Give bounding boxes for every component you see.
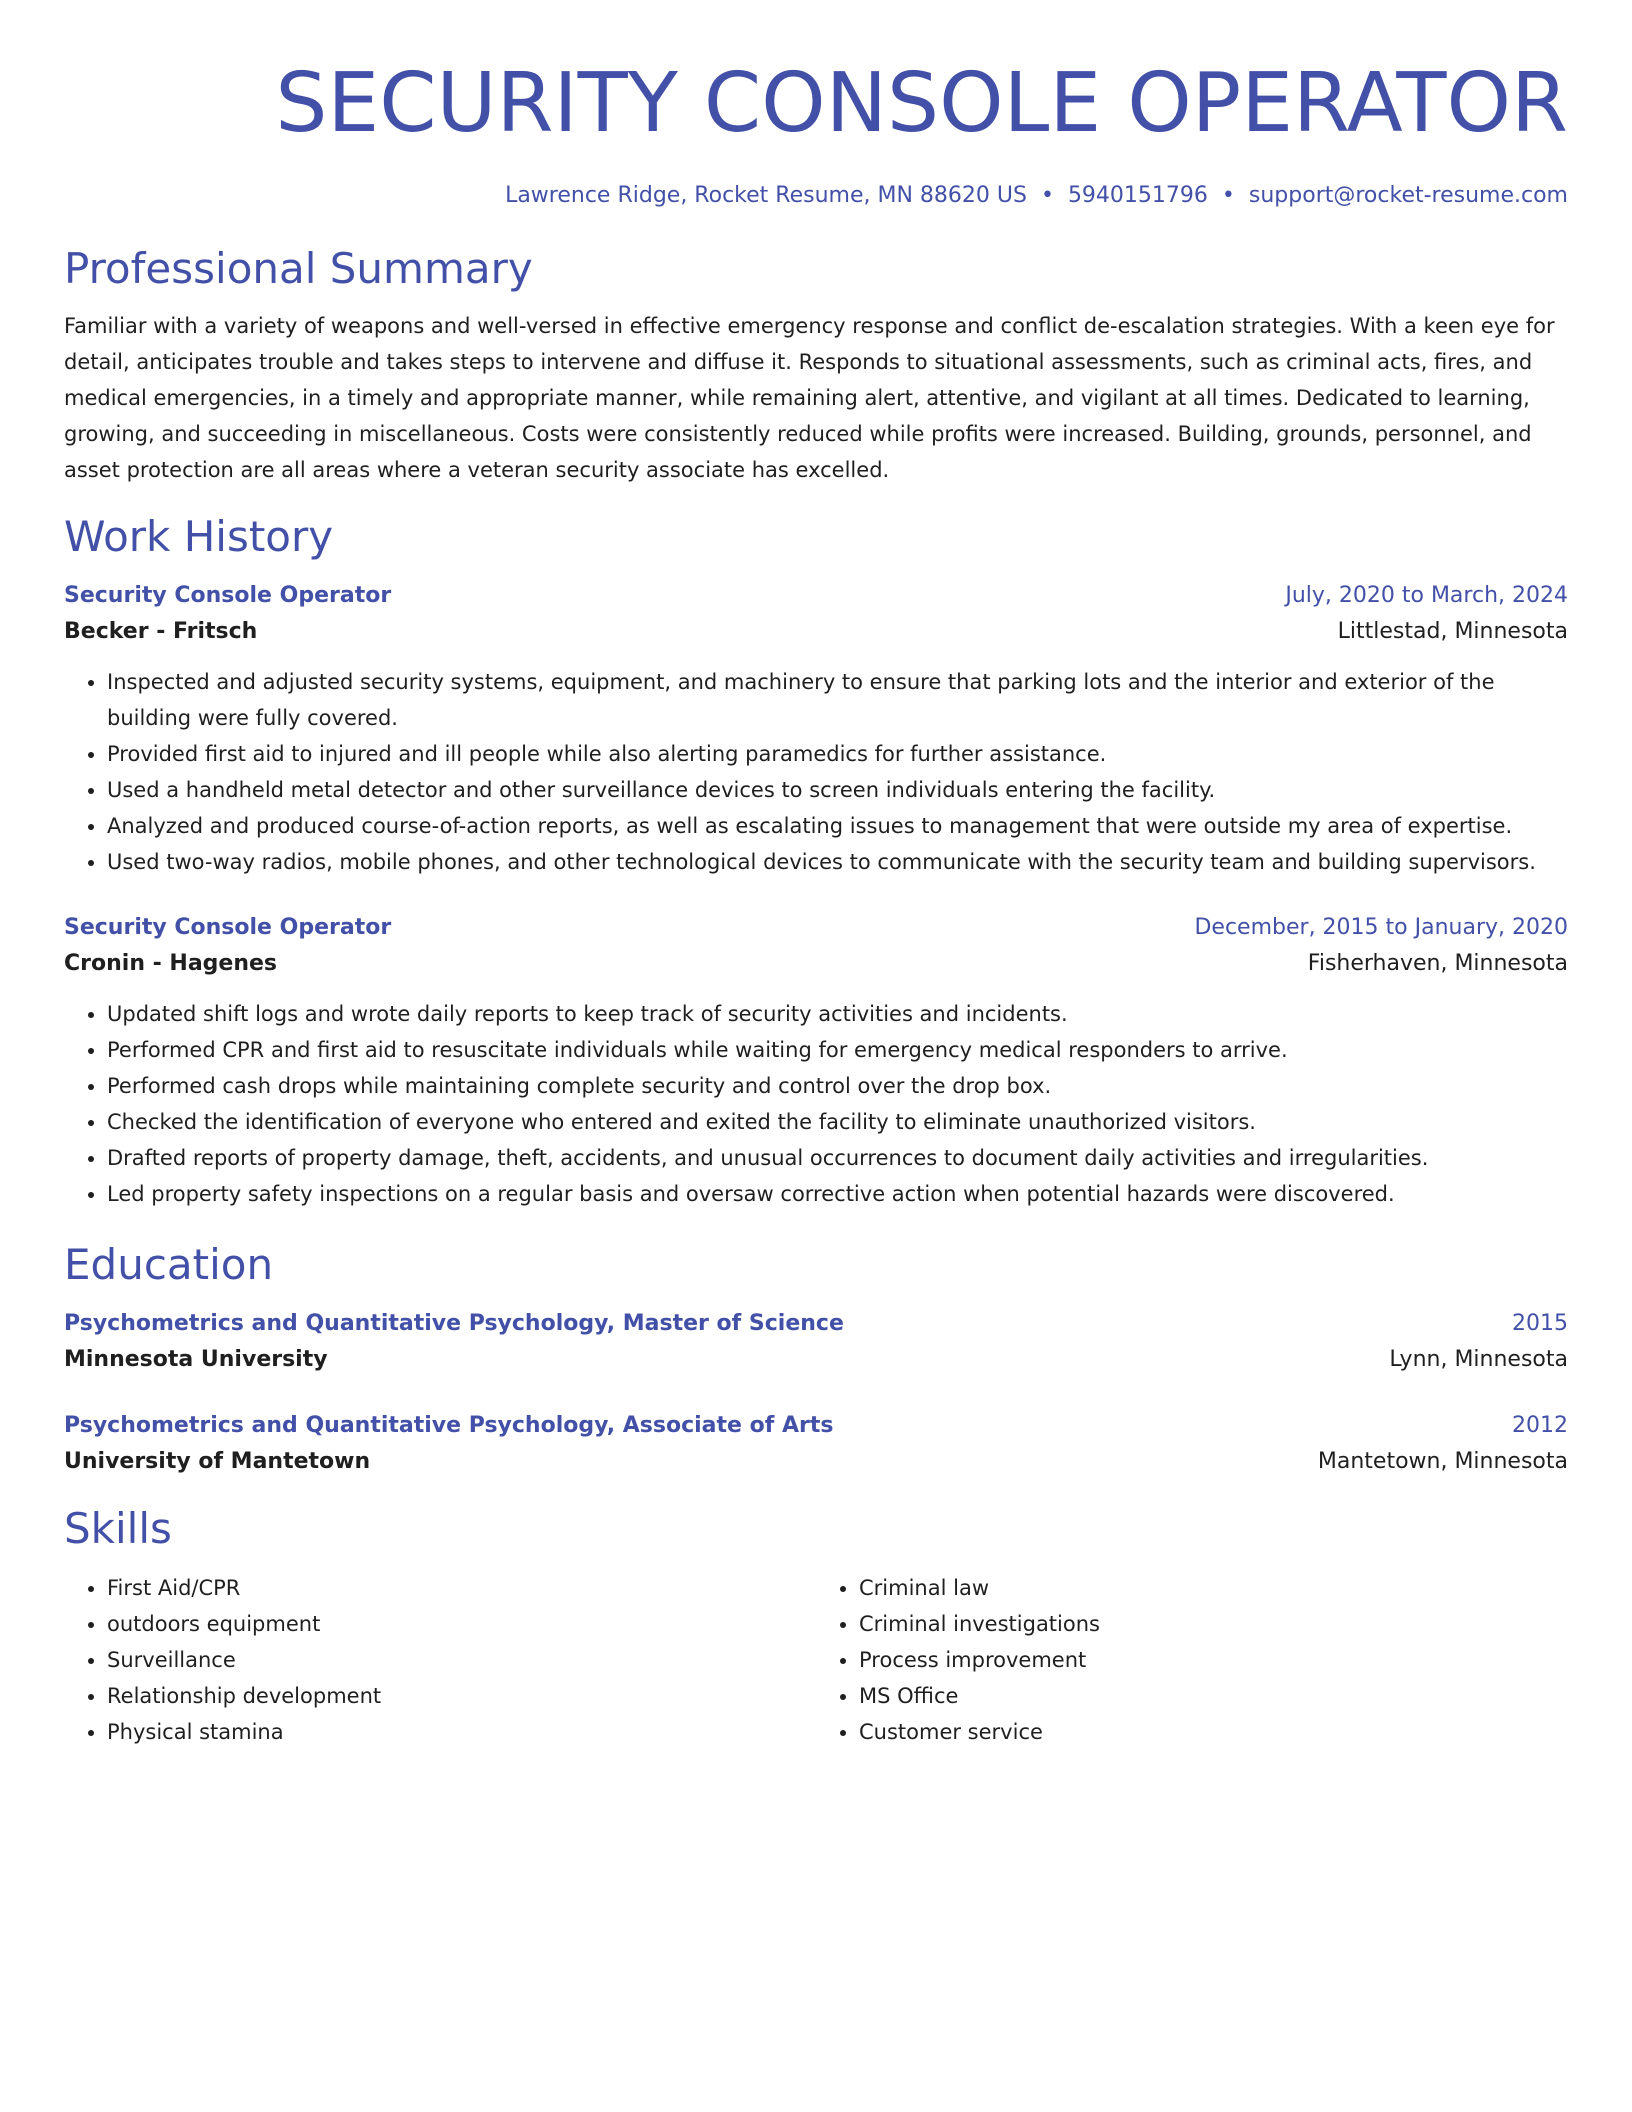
education-degree: Psychometrics and Quantitative Psychology, Associate of Arts xyxy=(64,1413,834,1438)
education-school-row xyxy=(64,1444,1568,1480)
job-location: Littlestad, Minnesota xyxy=(1337,619,1568,644)
skill-item: • Relationship development xyxy=(107,1678,816,1714)
education-heading: Education xyxy=(64,1240,274,1289)
contact-line xyxy=(64,180,1568,212)
skills-list xyxy=(816,1570,1568,1750)
education-entry xyxy=(64,1408,1568,1480)
job-header-row xyxy=(64,578,1568,614)
contact-email: support@rocket-resume.com xyxy=(1248,183,1568,208)
job-title: Security Console Operator xyxy=(64,583,392,608)
work-history-heading: Work History xyxy=(64,512,334,561)
skill-item: • Criminal law xyxy=(859,1570,1568,1606)
summary-heading: Professional Summary xyxy=(64,244,533,293)
job-location: Fisherhaven, Minnesota xyxy=(1307,951,1568,976)
education-year: 2012 xyxy=(1512,1413,1568,1438)
skills-list xyxy=(64,1570,816,1750)
job-bullet: • Performed cash drops while maintaining complete security and control over the drop box. xyxy=(107,1068,1568,1104)
education-school: University of Mantetown xyxy=(64,1449,371,1474)
education-entry xyxy=(64,1306,1568,1378)
education-school: Minnesota University xyxy=(64,1347,328,1372)
job-bullet: • Analyzed and produced course-of-action reports, as well as escalating issues to management that were outside my area of expertise. xyxy=(107,808,1568,844)
job-bullets xyxy=(64,664,1568,880)
education-degree: Psychometrics and Quantitative Psychology, Master of Science xyxy=(64,1311,844,1336)
contact-phone: 5940151796 xyxy=(1067,183,1208,208)
job-bullets xyxy=(64,996,1568,1212)
job-title: Security Console Operator xyxy=(64,915,392,940)
skills-grid xyxy=(64,1570,1568,1750)
contact-separator: • xyxy=(1221,183,1235,208)
job-employer: Becker - Fritsch xyxy=(64,619,258,644)
job-header-row xyxy=(64,910,1568,946)
skills-column-left xyxy=(64,1570,816,1750)
job-employer-row xyxy=(64,614,1568,650)
resume-header xyxy=(64,0,1568,212)
skill-item: • Physical stamina xyxy=(107,1714,816,1750)
skill-item: • Criminal investigations xyxy=(859,1606,1568,1642)
job-bullet: • Checked the identification of everyone who entered and exited the facility to eliminate unauthorized visitors. xyxy=(107,1104,1568,1140)
education-header-row xyxy=(64,1306,1568,1342)
job-bullet: • Led property safety inspections on a regular basis and oversaw corrective action when potential hazards were discovered. xyxy=(107,1176,1568,1212)
skill-item: • Surveillance xyxy=(107,1642,816,1678)
candidate-name: SECURITY CONSOLE OPERATOR xyxy=(275,56,1568,151)
job-bullet: • Provided first aid to injured and ill people while also alerting paramedics for further assistance. xyxy=(107,736,1568,772)
education-location: Mantetown, Minnesota xyxy=(1317,1449,1568,1474)
job-bullet: • Used two-way radios, mobile phones, and other technological devices to communicate with the security team and building supervisors. xyxy=(107,844,1568,880)
job-dates: July, 2020 to March, 2024 xyxy=(1285,583,1568,608)
contact-address: Lawrence Ridge, Rocket Resume, MN 88620 US xyxy=(505,183,1027,208)
job-employer: Cronin - Hagenes xyxy=(64,951,278,976)
education-location: Lynn, Minnesota xyxy=(1389,1347,1568,1372)
education-year: 2015 xyxy=(1512,1311,1568,1336)
skill-item: • outdoors equipment xyxy=(107,1606,816,1642)
education-school-row xyxy=(64,1342,1568,1378)
skill-item: • MS Office xyxy=(859,1678,1568,1714)
skill-item: • Process improvement xyxy=(859,1642,1568,1678)
summary-text: Familiar with a variety of weapons and well-versed in effective emergency response and conflict de-escalation strategies. With a keen eye for detail, anticipates trouble and takes steps to intervene and diffuse it. Responds to situational assessments, such as criminal acts, fires, and medical emergencies, in a timely and appropriate manner, while remaining alert, attentive, and vigilant at all times. Dedicated to learning, growing, and succeeding in miscellaneous. Costs were consistently reduced while profits were increased. Building, grounds, personnel, and asset protection are all areas where a veteran security associate has excelled. xyxy=(64,314,1555,482)
job-bullet: • Performed CPR and first aid to resuscitate individuals while waiting for emergency medical responders to arrive. xyxy=(107,1032,1568,1068)
job-entry xyxy=(64,578,1568,880)
job-bullet: • Used a handheld metal detector and other surveillance devices to screen individuals entering the facility. xyxy=(107,772,1568,808)
skills-heading: Skills xyxy=(64,1504,172,1553)
job-employer-row xyxy=(64,946,1568,982)
skill-item: • Customer service xyxy=(859,1714,1568,1750)
job-dates: December, 2015 to January, 2020 xyxy=(1194,915,1568,940)
job-bullet: • Updated shift logs and wrote daily reports to keep track of security activities and incidents. xyxy=(107,996,1568,1032)
contact-separator: • xyxy=(1040,183,1054,208)
skill-item: • First Aid/CPR xyxy=(107,1570,816,1606)
skills-column-right xyxy=(816,1570,1568,1750)
job-bullet: • Inspected and adjusted security systems, equipment, and machinery to ensure that parking lots and the interior and exterior of the building were fully covered. xyxy=(107,664,1568,736)
job-bullet: • Drafted reports of property damage, theft, accidents, and unusual occurrences to document daily activities and irregularities. xyxy=(107,1140,1568,1176)
job-entry xyxy=(64,910,1568,1212)
education-header-row xyxy=(64,1408,1568,1444)
